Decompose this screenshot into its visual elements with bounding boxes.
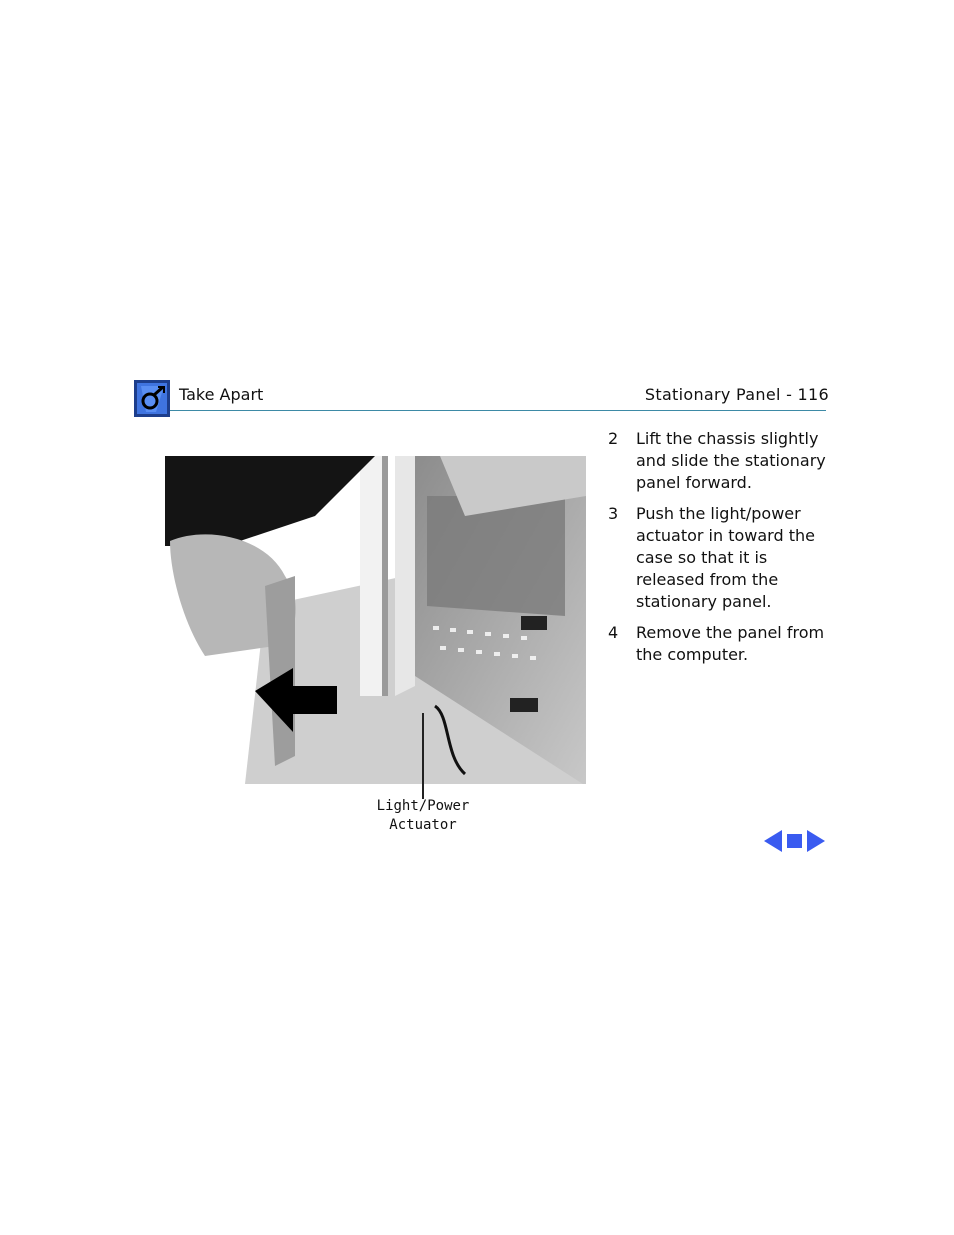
- next-arrow-icon[interactable]: [807, 830, 825, 852]
- header-rule: [170, 410, 826, 411]
- step-text: Push the light/power actuator in toward the case so that it is released from the stationary panel.: [636, 504, 815, 611]
- step-number: 2: [608, 429, 619, 448]
- step-text: Remove the panel from the computer.: [636, 623, 825, 664]
- step-number: 3: [608, 504, 619, 523]
- chassis-photo: [165, 456, 586, 784]
- section-title: Take Apart: [179, 385, 264, 404]
- callout-leader-line: [422, 713, 424, 799]
- step-2: [608, 428, 838, 494]
- step-text: Lift the chassis slightly and slide the stationary panel forward.: [636, 429, 826, 492]
- page-title: Stationary Panel - 116: [644, 385, 829, 404]
- callout-label: [362, 797, 484, 835]
- step-3: [608, 503, 838, 613]
- step-number: 4: [608, 623, 619, 642]
- steps-list: [608, 428, 838, 675]
- apple-guide-icon: [134, 380, 170, 417]
- page-navigation: [764, 830, 828, 854]
- step-4: [608, 622, 838, 666]
- callout-line-1: Light/Power: [376, 798, 470, 814]
- home-square-icon[interactable]: [787, 834, 802, 848]
- callout-line-2: Actuator: [389, 817, 457, 833]
- previous-arrow-icon[interactable]: [764, 830, 782, 852]
